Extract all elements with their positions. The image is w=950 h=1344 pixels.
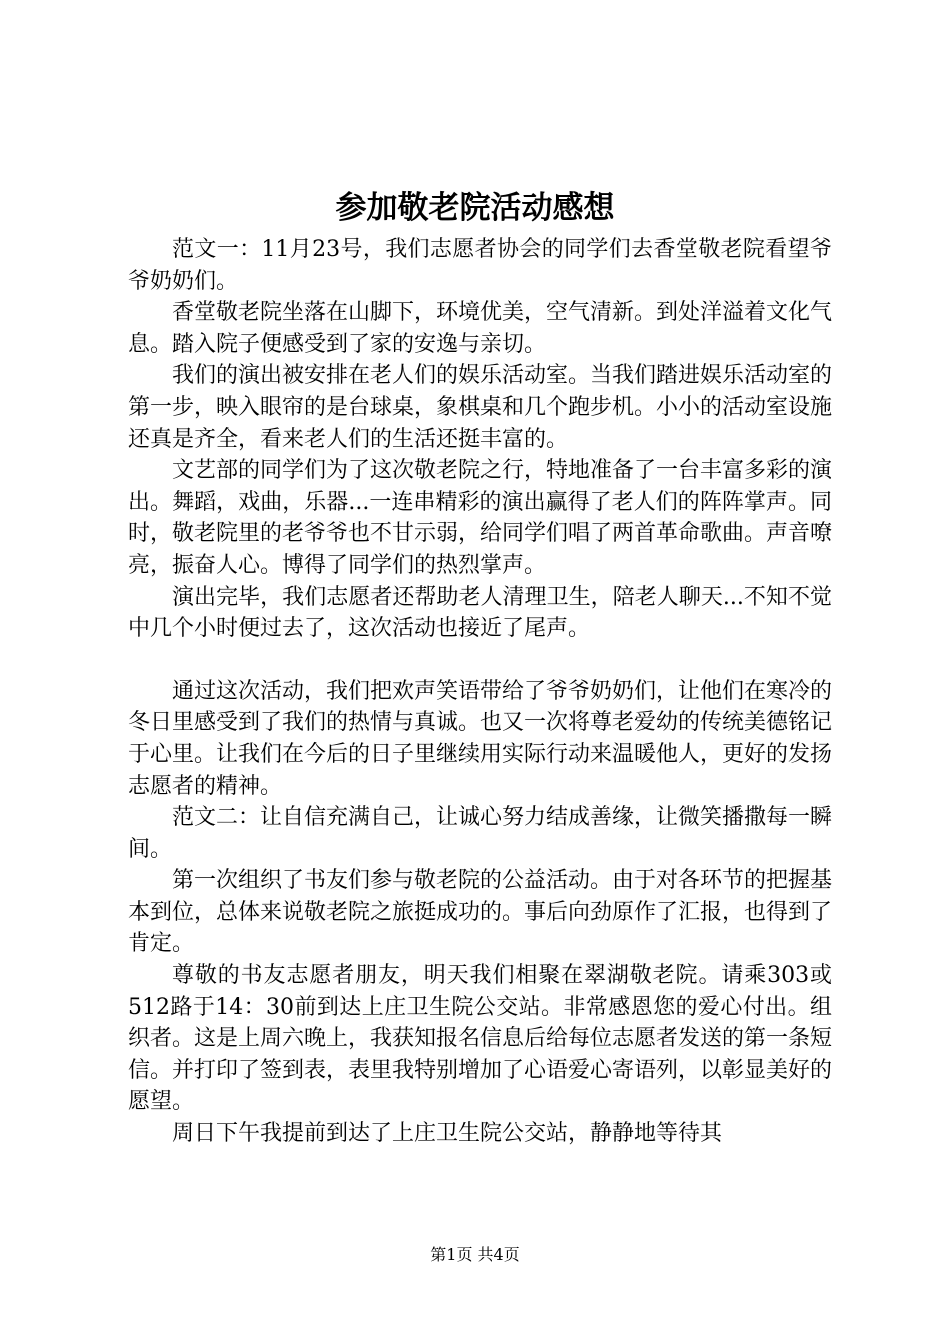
- paragraph: 演出完毕，我们志愿者还帮助老人清理卫生，陪老人聊天...不知不觉中几个小时便过去了，这次活动也接近了尾声。: [128, 584, 832, 642]
- paragraph: 香堂敬老院坐落在山脚下，环境优美，空气清新。到处洋溢着文化气息。踏入院子便感受到了家的安逸与亲切。: [128, 300, 833, 357]
- document-body: [128, 234, 832, 1150]
- document-title: 参加敬老院活动感想: [335, 190, 615, 226]
- paragraph: 尊敬的书友志愿者朋友，明天我们相聚在翠湖敬老院。请乘303或512路于14：30前到达上庄卫生院公交站。非常感恩您的爱心付出。组织者。这是上周六晚上，我获知报名信息后给每位志愿者发送的第一条短信。并打印了签到表，表里我特别增加了心语爱心寄语列，以彰显美好的愿望。: [128, 963, 833, 1115]
- paragraph: 通过这次活动，我们把欢声笑语带给了爷爷奶奶们，让他们在寒冷的冬日里感受到了我们的热情与真诚。也又一次将尊老爱幼的传统美德铭记于心里。让我们在今后的日子里继续用实际行动来温暖他人，更好的发扬志愿者的精神。: [128, 678, 833, 799]
- paragraph: 范文一：11月23号，我们志愿者协会的同学们去香堂敬老院看望爷爷奶奶们。: [128, 237, 832, 294]
- paragraph: 周日下午我提前到达了上庄卫生院公交站，静静地等待其: [172, 1121, 723, 1147]
- paragraph: 我们的演出被安排在老人们的娱乐活动室。当我们踏进娱乐活动室的第一步，映入眼帘的是台球桌，象棋桌和几个跑步机。小小的活动室设施还真是齐全，看来老人们的生活还挺丰富的。: [128, 363, 833, 452]
- page-number-footer: 第1页 共4页: [430, 1245, 520, 1264]
- paragraph: 第一次组织了书友们参与敬老院的公益活动。由于对各环节的把握基本到位，总体来说敬老院之旅挺成功的。事后向劲原作了汇报，也得到了肯定。: [128, 868, 833, 957]
- paragraph: 范文二：让自信充满自己，让诚心努力结成善缘，让微笑播撒每一瞬间。: [128, 805, 833, 862]
- paragraph: 文艺部的同学们为了这次敬老院之行，特地准备了一台丰富多彩的演出。舞蹈，戏曲，乐器...一连串精彩的演出赢得了老人们的阵阵掌声。同时，敬老院里的老爷爷也不甘示弱，给同学们唱了两首革命歌曲。声音嘹亮，振奋人心。博得了同学们的热烈掌声。: [128, 458, 833, 578]
